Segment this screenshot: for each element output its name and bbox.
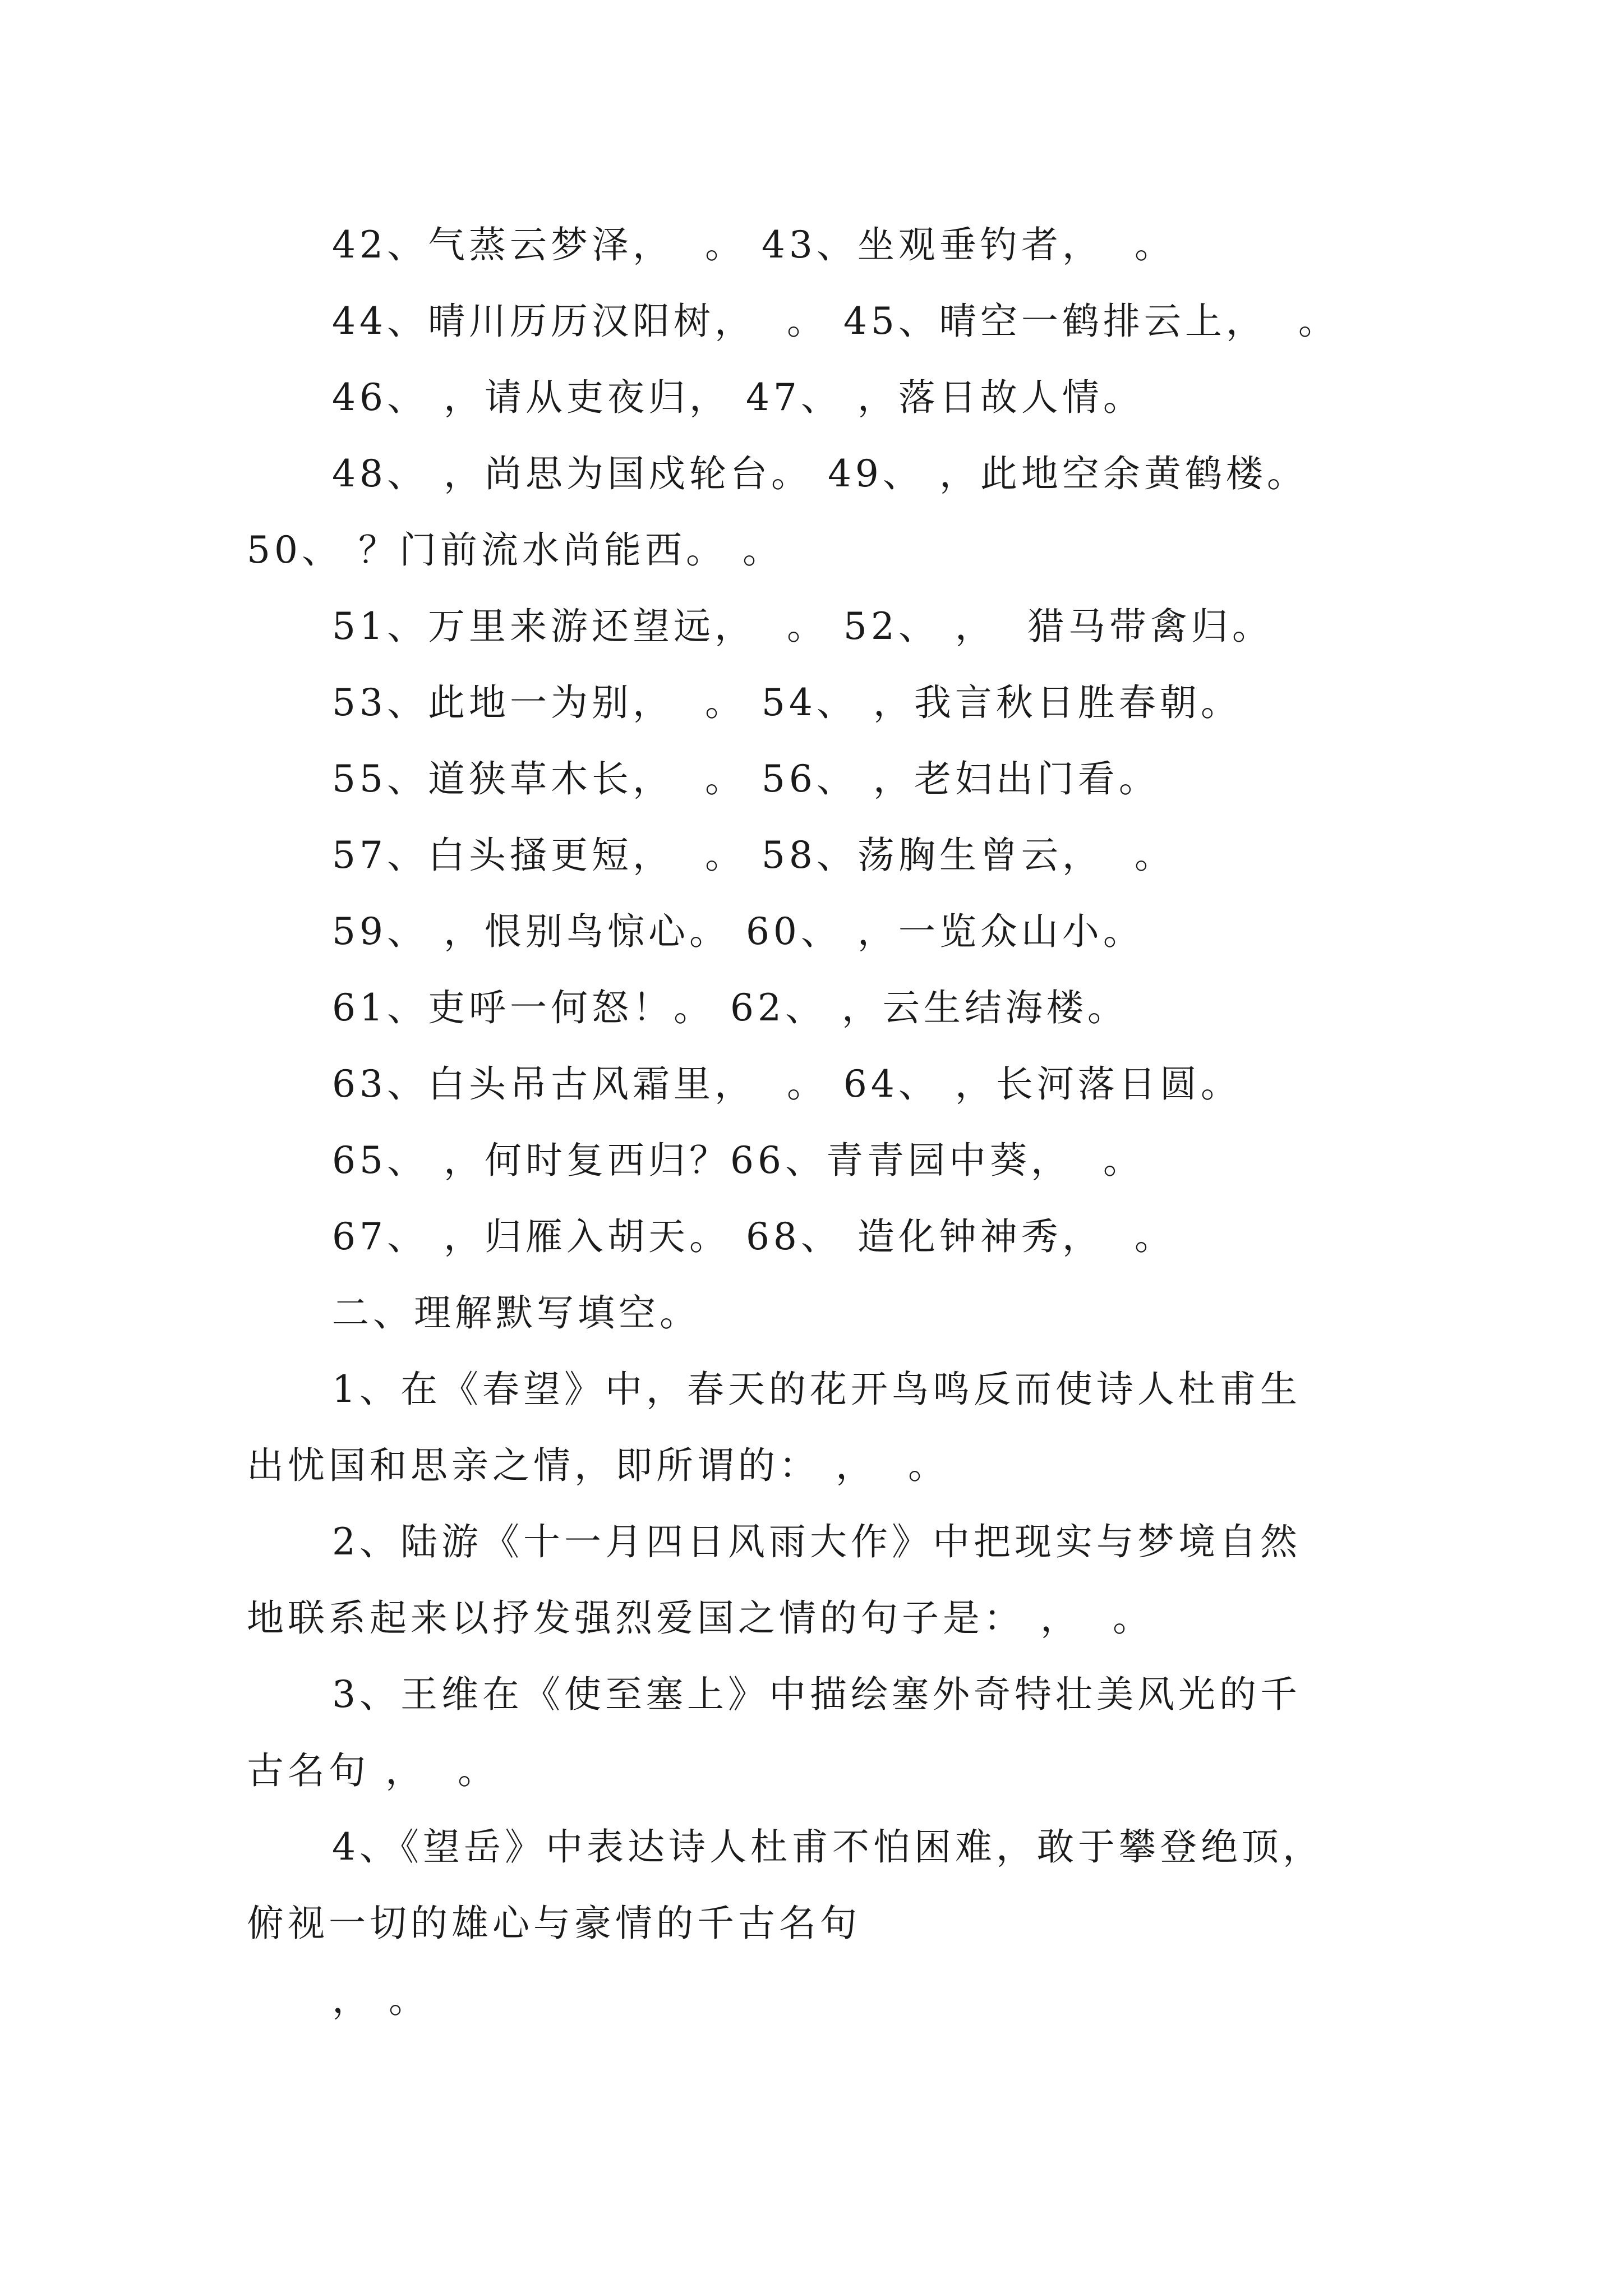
text-line-q53-q54: 53、此地一为别， 。 54、 ，我言秋日胜春朝。: [332, 681, 1242, 724]
text-line-q61-q62: 61、吏呼一何怒！。 62、 ，云生结海楼。: [332, 986, 1128, 1029]
text-line-q46-q47: 46、 ，请从吏夜归， 47、 ，落日故人情。: [332, 376, 1144, 419]
text-line-q48-q49: 48、 ，尚思为国戍轮台。 49、 ，此地空余黄鹤楼。: [332, 452, 1308, 495]
text-line-q65-q66: 65、 ，何时复西归？66、青青园中葵， 。: [332, 1139, 1144, 1182]
text-line-q57-q58: 57、白头搔更短， 。 58、荡胸生曾云， 。: [332, 834, 1175, 877]
question-3-line-2: 古名句 ， 。: [247, 1749, 499, 1792]
question-4-line-2: 俯视一切的雄心与豪情的千古名句: [247, 1902, 861, 1945]
text-line-q63-q64: 63、白头吊古风霜里， 。 64、 ，长河落日圆。: [332, 1062, 1242, 1106]
text-line-q67-q68: 67、 ，归雁入胡天。 68、 造化钟神秀， 。: [332, 1215, 1175, 1258]
text-line-q50: 50、 ？门前流水尚能西。 。: [247, 528, 783, 572]
question-4-line-3: ， 。: [332, 1978, 430, 2021]
text-line-q44-q45: 44、晴川历历汉阳树， 。 45、晴空一鹤排云上， 。: [332, 300, 1339, 343]
question-3-line-1: 3、王维在《使至塞上》中描绘塞外奇特壮美风光的千: [332, 1673, 1301, 1716]
question-1-line-2: 出忧国和思亲之情，即所谓的： ， 。: [247, 1444, 949, 1487]
question-2-line-2: 地联系起来以抒发强烈爱国之情的句子是： ， 。: [247, 1596, 1154, 1640]
text-line-q42-q43: 42、气蒸云梦泽， 。 43、坐观垂钓者， 。: [332, 223, 1175, 266]
question-2-line-1: 2、陆游《十一月四日风雨大作》中把现实与梦境自然: [332, 1520, 1301, 1563]
question-1-line-1: 1、在《春望》中，春天的花开鸟鸣反而使诗人杜甫生: [332, 1368, 1301, 1411]
text-line-q55-q56: 55、道狭草木长， 。 56、 ，老妇出门看。: [332, 757, 1160, 800]
text-line-q51-q52: 51、万里来游还望远， 。 52、 ， 猎马带禽归。: [332, 605, 1273, 648]
question-4-line-1: 4、《望岳》中表达诗人杜甫不怕困难，敢于攀登绝顶，: [332, 1825, 1324, 1869]
text-line-q59-q60: 59、 ，恨别鸟惊心。 60、 ，一览众山小。: [332, 910, 1144, 953]
section-heading: 二、理解默写填空。: [332, 1291, 700, 1335]
